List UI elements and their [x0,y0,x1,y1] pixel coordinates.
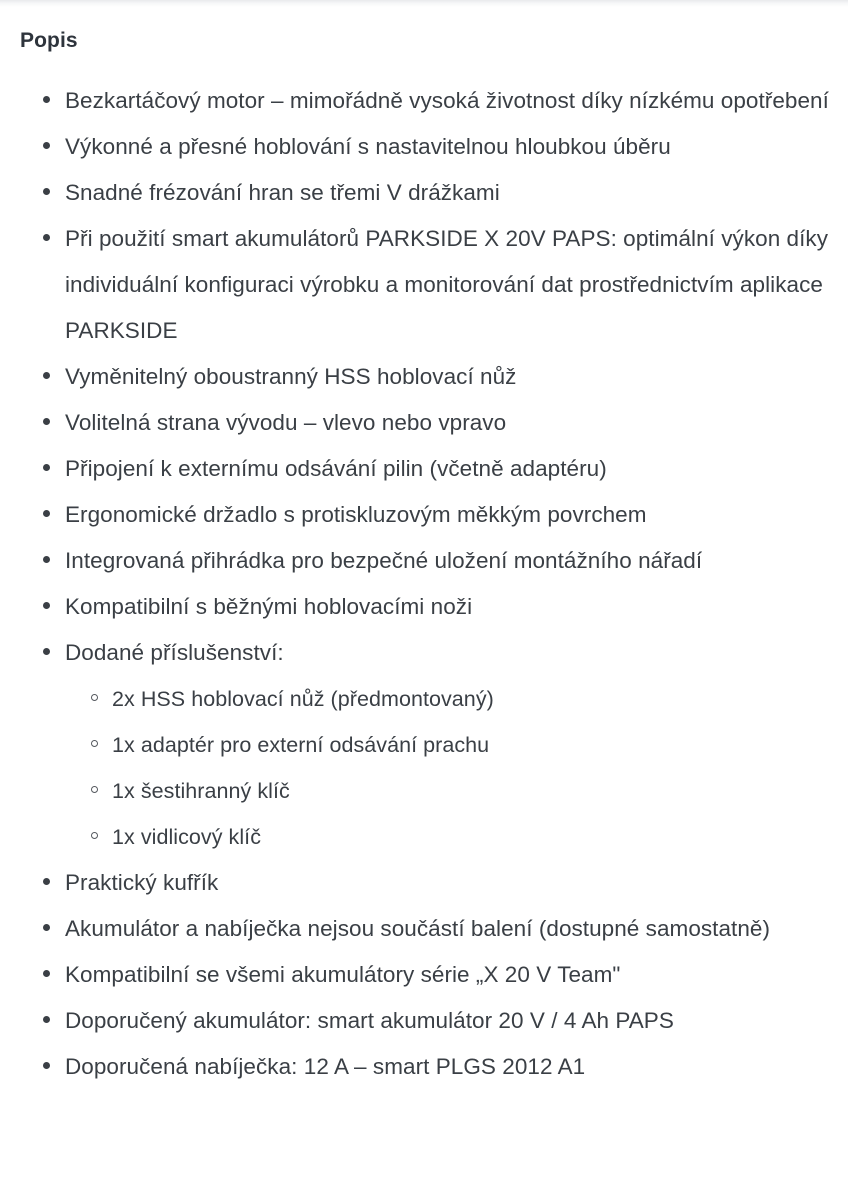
list-item-label: Bezkartáčový motor – mimořádně vysoká životnost díky nízkému opotřebení [65,88,829,113]
bullet-icon [43,188,50,195]
bullet-icon [43,924,50,931]
sub-list-item-label: 1x adaptér pro externí odsávání prachu [112,733,490,757]
list-item-label: Volitelná strana vývodu – vlevo nebo vpravo [65,410,507,435]
list-item-accessories [65,630,834,860]
bullet-icon [43,510,50,517]
hollow-bullet-icon [91,786,98,793]
list-item [65,998,834,1044]
list-item-label: Výkonné a přesné hoblování s nastavitelnou hloubkou úběru [65,134,671,159]
list-item-label: Dodané příslušenství: [65,640,284,665]
hollow-bullet-icon [91,740,98,747]
bullet-icon [43,602,50,609]
list-item [65,492,834,538]
sub-list-item [112,768,834,814]
sub-list-item-label: 1x vidlicový klíč [112,825,261,849]
list-item-label: Vyměnitelný oboustranný HSS hoblovací nůž [65,364,517,389]
bullet-icon [43,464,50,471]
bullet-icon [43,418,50,425]
list-item [65,952,834,998]
top-edge-shading [0,0,848,7]
list-item [65,1044,834,1090]
accessories-sub-list [65,676,834,860]
bullet-icon [43,234,50,241]
list-item [65,906,834,952]
page-title: Popis [20,29,78,53]
list-item-label: Snadné frézování hran se třemi V drážkami [65,180,500,205]
hollow-bullet-icon [91,832,98,839]
list-item-label: Připojení k externímu odsávání pilin (včetně adaptéru) [65,456,607,481]
list-item-label: Integrovaná přihrádka pro bezpečné uložení montážního nářadí [65,548,703,573]
bullet-icon [43,878,50,885]
bullet-icon [43,96,50,103]
list-item [65,400,834,446]
list-item [65,216,834,354]
list-item [65,170,834,216]
bullet-icon [43,648,50,655]
sub-list-item [112,722,834,768]
list-item [65,78,834,124]
description-list [0,78,848,1090]
hollow-bullet-icon [91,694,98,701]
sub-list-item-label: 2x HSS hoblovací nůž (předmontovaný) [112,687,494,711]
bullet-icon [43,1016,50,1023]
sub-list-item-label: 1x šestihranný klíč [112,779,290,803]
list-item [65,584,834,630]
list-item-label: Praktický kufřík [65,870,219,895]
sub-list-item [112,676,834,722]
list-item-label: Akumulátor a nabíječka nejsou součástí balení (dostupné samostatně) [65,916,771,941]
bullet-icon [43,372,50,379]
bullet-icon [43,970,50,977]
list-item [65,446,834,492]
list-item-label: Kompatibilní s běžnými hoblovacími noži [65,594,473,619]
list-item-label: Doporučený akumulátor: smart akumulátor 20 V / 4 Ah PAPS [65,1008,674,1033]
list-item-label: Při použití smart akumulátorů PARKSIDE X 20V PAPS: optimální výkon díky individuální konfiguraci výrobku a monitorování dat prostřednictvím aplikace PARKSIDE [65,226,829,343]
list-item-label: Doporučená nabíječka: 12 A – smart PLGS 2012 A1 [65,1054,586,1079]
bullet-icon [43,1062,50,1069]
list-item [65,124,834,170]
list-item-label: Kompatibilní se všemi akumulátory série „X 20 V Team" [65,962,621,987]
list-item [65,354,834,400]
list-item [65,860,834,906]
sub-list-item [112,814,834,860]
list-item [65,538,834,584]
list-item-label: Ergonomické držadlo s protiskluzovým měkkým povrchem [65,502,647,527]
bullet-icon [43,142,50,149]
bullet-icon [43,556,50,563]
